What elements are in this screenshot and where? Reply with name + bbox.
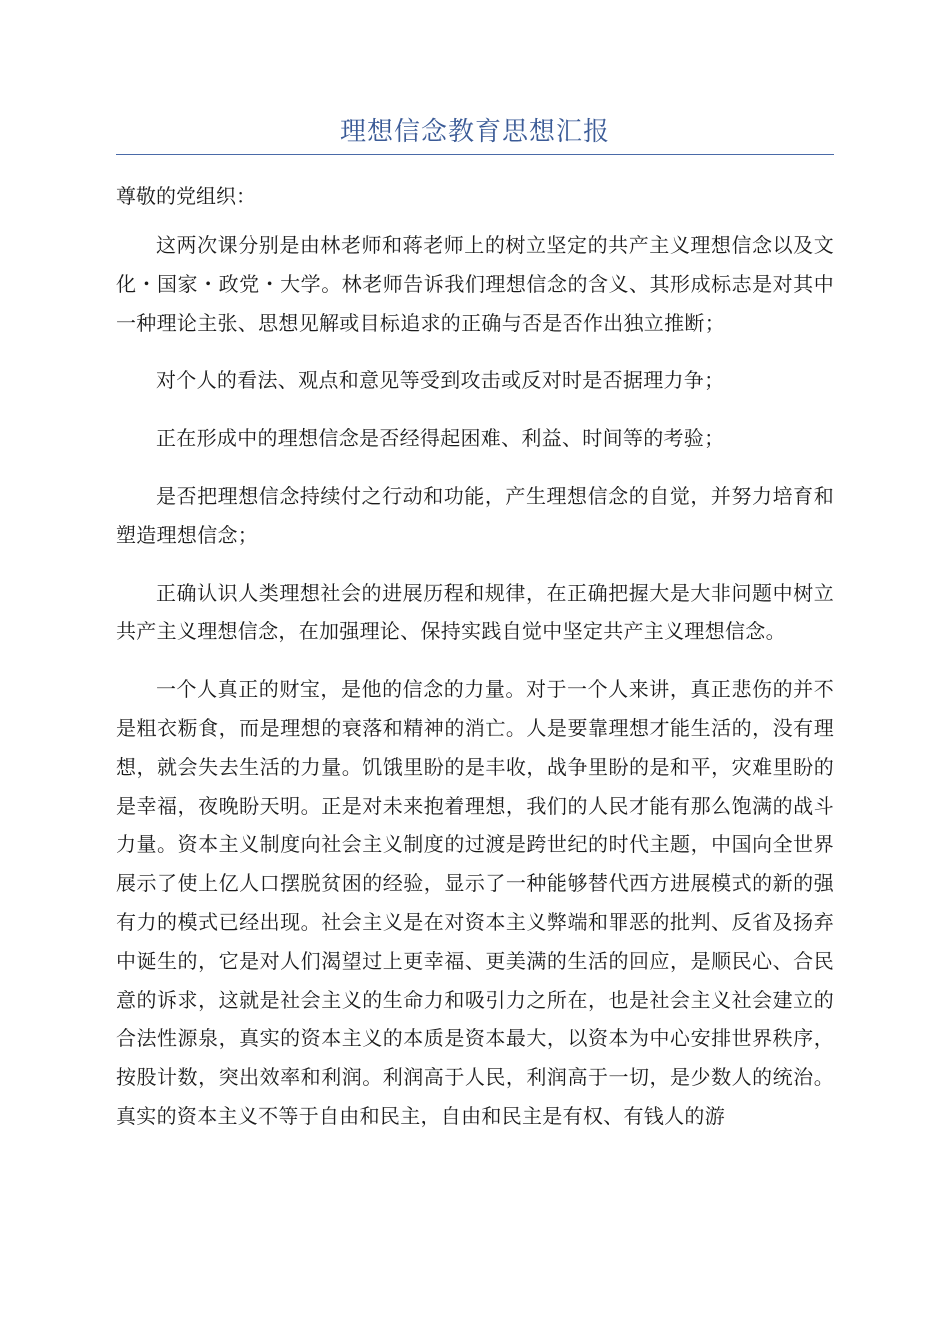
paragraph: 对个人的看法、观点和意见等受到攻击或反对时是否据理力争； [156, 368, 725, 393]
paragraph: 一个人真正的财宝，是他的信念的力量。对于一个人来讲，真正悲伤的并不是粗衣粝食，而是理想的衰落和精神的消亡。人是要靠理想才能生活的，没有理想，就会失去生活的力量。饥饿里盼的是丰收，战争里盼的是和平，灾难里盼的是幸福，夜晚盼天明。正是对未来抱着理想，我们的人民才能有那么饱满的战斗力量。资本主义制度向社会主义制度的过渡是跨世纪的时代主题，中国向全世界展示了使上亿人口摆脱贫困的经验，显示了一种能够替代西方进展模式的新的强有力的模式已经出现。社会主义是在对资本主义弊端和罪恶的批判、反省及扬弃中诞生的，它是对人们渴望过上更幸福、更美满的生活的回应，是顺民心、合民意的诉求，这就是社会主义的生命力和吸引力之所在，也是社会主义社会建立的合法性源泉，真实的资本主义的本质是资本最大，以资本为中心安排世界秩序，按股计数，突出效率和利润。利润高于人民，利润高于一切，是少数人的统治。真实的资本主义不等于自由和民主，自由和民主是有权、有钱人的游 [116, 677, 834, 1128]
document-body [116, 226, 834, 1136]
document-title: 理想信念教育思想汇报 [339, 117, 610, 147]
title-underline [116, 154, 834, 155]
paragraph: 正在形成中的理想信念是否经得起困难、利益、时间等的考验； [156, 426, 725, 451]
paragraph: 是否把理想信念持续付之行动和功能，产生理想信念的自觉，并努力培育和塑造理想信念； [116, 483, 834, 547]
paragraph: 这两次课分别是由林老师和蒋老师上的树立坚定的共产主义理想信念以及文化・国家・政党・大学。林老师告诉我们理想信念的含义、其形成标志是对其中一种理论主张、思想见解或目标追求的正确与否是否作出独立推断； [116, 233, 834, 335]
salutation: 尊敬的党组织： [116, 184, 256, 208]
paragraph: 正确认识人类理想社会的进展历程和规律，在正确把握大是大非问题中树立共产主义理想信念，在加强理论、保持实践自觉中坚定共产主义理想信念。 [116, 580, 834, 644]
